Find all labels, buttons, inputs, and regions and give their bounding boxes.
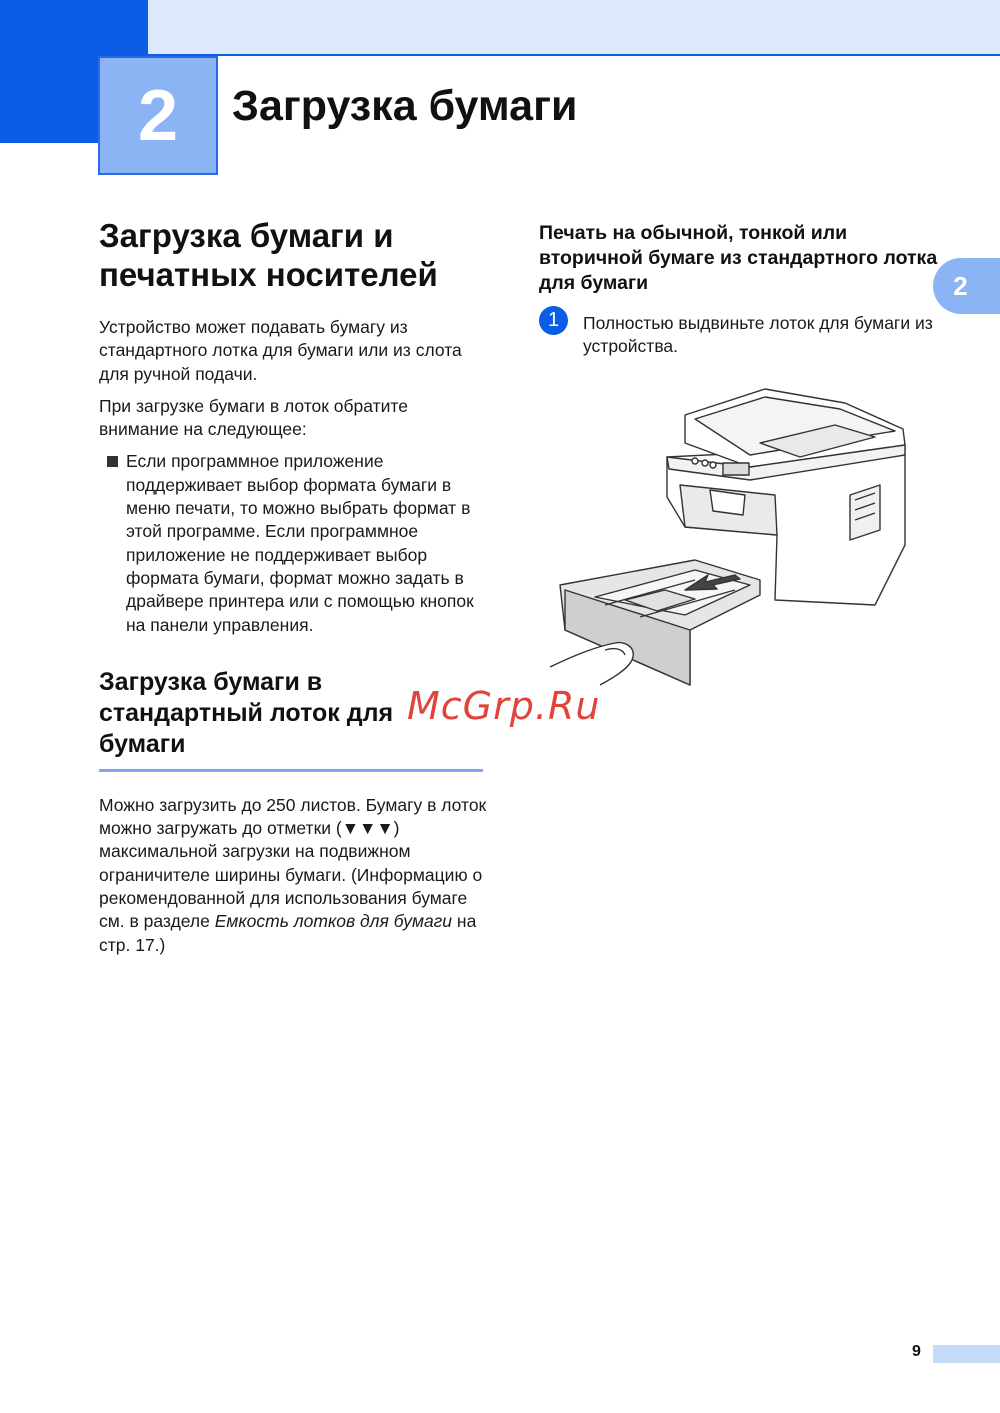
watermark: McGrp.Ru xyxy=(407,684,601,728)
subsection-body xyxy=(99,794,489,957)
square-bullet-icon xyxy=(107,456,118,467)
left-column xyxy=(99,216,489,957)
subsection-title: Загрузка бумаги в стандартный лоток для бумаги xyxy=(99,667,483,772)
right-column xyxy=(539,221,939,359)
chapter-title: Загрузка бумаги xyxy=(232,82,578,130)
step-1 xyxy=(539,308,939,359)
footer-band xyxy=(933,1345,1000,1363)
body-text-2: на стр. 17.) xyxy=(99,911,477,955)
procedure-heading: Печать на обычной, тонкой или вторичной бумаге из стандартного лотка для бумаги xyxy=(539,222,938,294)
bullet-item xyxy=(99,450,489,636)
chapter-number: 2 xyxy=(137,75,179,156)
body-text-1: Можно загрузить до 250 листов. Бумагу в лоток можно загружать до отметки (▼▼▼) максимальной загрузки на подвижном ограничителе ширины бумаги. (Информацию о рекомендованной для использования бумаге см. в разделе xyxy=(99,794,487,932)
side-tab-label: 2 xyxy=(953,270,968,301)
cross-reference-link[interactable]: Емкость лотков для бумаги xyxy=(214,911,453,932)
printer-illustration xyxy=(545,385,910,695)
chapter-number-box xyxy=(98,56,218,175)
step-text: Полностью выдвиньте лоток для бумаги из устройства. xyxy=(583,313,933,357)
bullet-text: Если программное приложение поддерживает выбор формата бумаги в меню печати, то можно выбрать формат в этой программе. Если программное приложение не поддерживает выбор формата бумаги, формат можно задать в драйвере принтера или с помощью кнопок на панели управления. xyxy=(126,451,474,635)
step-number-badge: 1 xyxy=(539,306,568,335)
chapter-side-tab xyxy=(933,258,1000,314)
section-title: Загрузка бумаги и печатных носителей xyxy=(99,217,438,293)
page-number: 9 xyxy=(912,1343,921,1360)
intro-paragraph-1: Устройство может подавать бумагу из стандартного лотка для бумаги или из слота для ручной подачи. xyxy=(99,317,462,384)
header-band-light xyxy=(148,0,1000,56)
intro-paragraph-2: При загрузке бумаги в лоток обратите внимание на следующее: xyxy=(99,395,408,440)
